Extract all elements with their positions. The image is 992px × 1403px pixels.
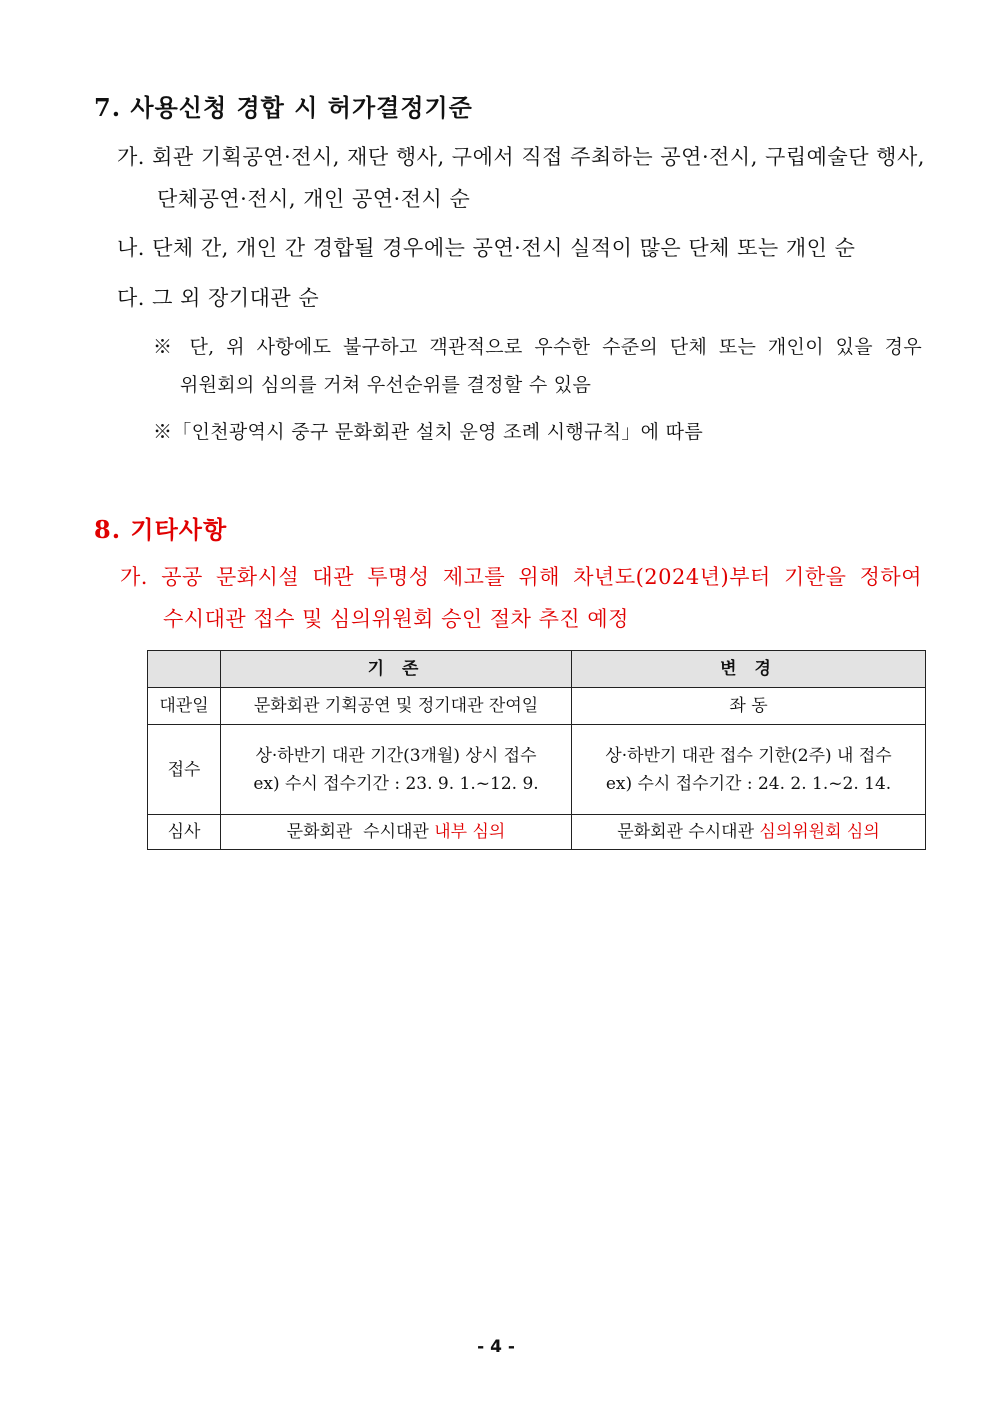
section-7-note-1-line1: ※ 단, 위 사항에도 불구하고 객관적으로 우수한 수준의 단체 또는 개인이 있을 경우 [153,336,922,358]
table-header-empty [148,651,221,688]
review-after-plain: 문화회관 수시대관 [617,822,760,842]
table-row [148,725,926,815]
rental-day-before: 문화회관 기획공연 및 정기대관 잔여일 [221,688,572,725]
row-label-reception: 접수 [148,725,221,815]
reception-after [572,725,926,815]
review-before-highlight: 내부 심의 [434,822,506,842]
review-after [572,815,926,850]
row-label-review: 심사 [148,815,221,850]
section-7-item-ga-line1: 가. 회관 기획공연·전시, 재단 행사, 구에서 직접 주최하는 공연·전시, 구립예술단 행사, [117,145,925,169]
rental-day-after: 좌 동 [572,688,926,725]
reception-after-line1: 상·하반기 대관 접수 기한(2주) 내 접수 [605,745,892,766]
table-header-before: 기 존 [221,651,572,688]
row-label-rental-day: 대관일 [148,688,221,725]
table-row [148,688,926,725]
section-7-item-na: 나. 단체 간, 개인 간 경합될 경우에는 공연·전시 실적이 많은 단체 또는 개인 순 [117,236,856,260]
section-7-title: 7. 사용신청 경합 시 허가결정기준 [94,93,473,122]
reception-before-line2: ex) 수시 접수기간 : 23. 9. 1.~12. 9. [253,773,539,794]
section-7-item-da: 다. 그 외 장기대관 순 [117,286,320,310]
reception-before [221,725,572,815]
section-8-item-ga-line2: 수시대관 접수 및 심의위원회 승인 절차 추진 예정 [163,607,629,631]
review-before-plain: 문화회관 수시대관 [286,822,435,842]
reception-after-line2: ex) 수시 접수기간 : 24. 2. 1.~2. 14. [605,773,892,794]
table-row [148,815,926,850]
table-header-after: 변 경 [572,651,926,688]
page-number: - 4 - [477,1337,515,1357]
section-7-note-1-line2: 위원회의 심의를 거쳐 우선순위를 결정할 수 있음 [180,374,592,396]
section-7-note-2: ※「인천광역시 중구 문화회관 설치 운영 조례 시행규칙」에 따름 [153,421,703,443]
reception-before-line1: 상·하반기 대관 기간(3개월) 상시 접수 [255,745,537,766]
table-header-row [148,651,926,688]
section-8-title: 8. 기타사항 [94,515,228,544]
review-before [221,815,572,850]
review-after-highlight: 심의위원회 심의 [759,822,880,842]
comparison-table [147,650,926,850]
section-7-item-ga-line2: 단체공연·전시, 개인 공연·전시 순 [157,187,471,211]
section-8-item-ga-line1: 가. 공공 문화시설 대관 투명성 제고를 위해 차년도(2024년)부터 기한을 정하여 [120,565,922,589]
